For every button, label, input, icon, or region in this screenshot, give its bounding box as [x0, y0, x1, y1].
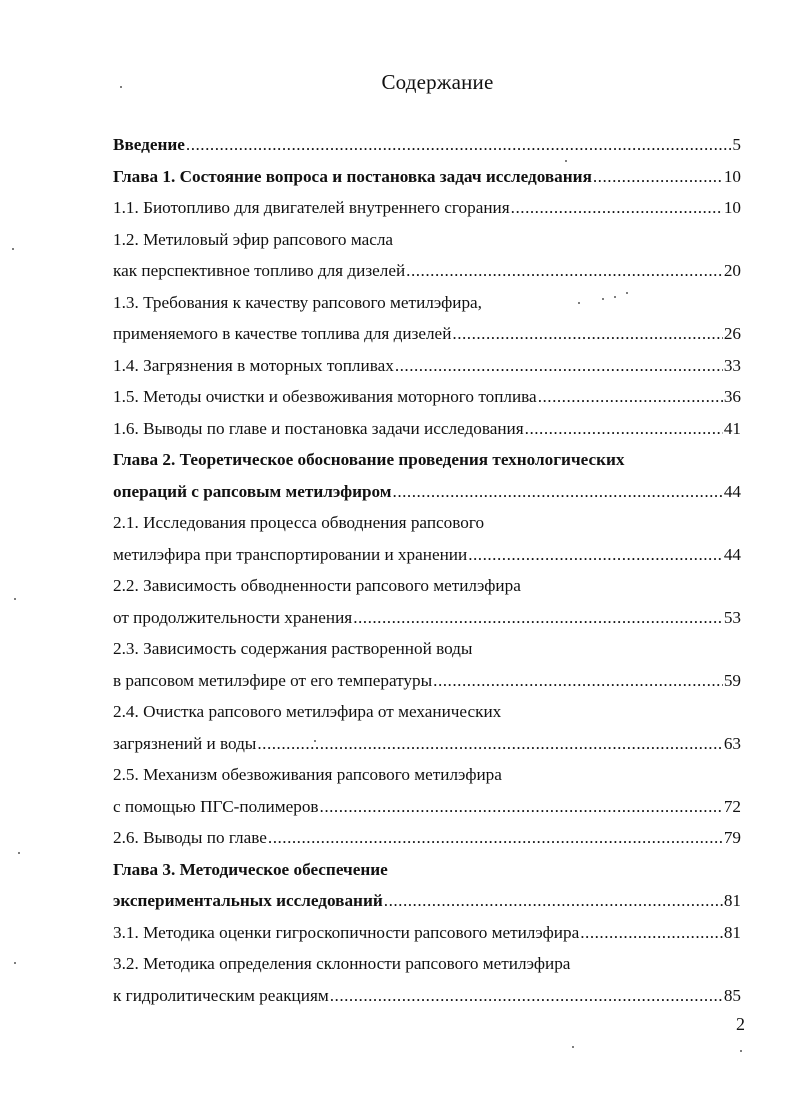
toc-entry — [113, 293, 741, 325]
toc-entry-page: 26 — [723, 324, 741, 343]
toc-entry-page: 10 — [723, 198, 741, 217]
toc-entry — [113, 828, 741, 860]
toc-entry-text: Глава 2. Теоретическое обоснование проведения технологических — [113, 450, 625, 469]
toc-leader-dots — [538, 387, 723, 407]
toc-entry-text: 2.5. Механизм обезвоживания рапсового метилэфира — [113, 765, 502, 784]
toc-entry — [113, 135, 741, 167]
scan-speck — [565, 160, 567, 162]
toc-leader-dots — [393, 482, 723, 502]
toc-entry-page: 81 — [723, 891, 741, 910]
toc-entry-page: 41 — [723, 418, 741, 438]
toc-entry — [113, 324, 741, 356]
scan-speck — [18, 852, 20, 854]
scan-speck — [578, 302, 580, 304]
toc-entry-text: 3.1. Методика оценки гигроскопичности рапсового метилэфира — [113, 922, 580, 942]
toc-entry — [113, 986, 741, 1018]
toc-entry — [113, 734, 741, 766]
toc-entry-page: 59 — [723, 670, 741, 690]
toc-entry-page: 85 — [723, 985, 741, 1005]
toc-entry — [113, 702, 741, 734]
toc-entry-page: 20 — [723, 261, 741, 280]
scan-speck — [626, 292, 628, 294]
scan-speck — [614, 296, 616, 298]
toc-entry-text: с помощью ПГС-полимеров — [113, 796, 319, 816]
toc-entry — [113, 387, 741, 419]
toc-entry-text: как перспективное топливо для дизелей — [113, 261, 406, 280]
toc-leader-dots — [268, 828, 723, 848]
toc-entry-page: 44 — [723, 544, 741, 564]
toc-entry-page: 81 — [723, 922, 741, 942]
toc-leader-dots — [452, 324, 722, 344]
toc-entry-page: 53 — [723, 607, 741, 627]
toc-leader-dots — [468, 545, 723, 565]
toc-entry — [113, 545, 741, 577]
page-title: Содержание — [381, 70, 494, 94]
toc-entry — [113, 261, 741, 293]
page-number: 2 — [736, 1014, 745, 1034]
toc-leader-dots — [511, 198, 723, 218]
scan-speck — [740, 1050, 742, 1052]
toc-entry-text: 3.2. Методика определения склонности рапсового метилэфира — [113, 954, 571, 973]
toc-entry — [113, 639, 741, 671]
toc-leader-dots — [384, 891, 723, 911]
toc-entry-page: 5 — [732, 135, 741, 154]
toc-entry-text: 2.2. Зависимость обводненности рапсового метилэфира — [113, 576, 521, 595]
toc-entry-text: от продолжительности хранения — [113, 607, 353, 627]
toc-entry-text: 2.1. Исследования процесса обводнения рапсового — [113, 513, 485, 532]
toc-entry — [113, 356, 741, 388]
toc-leader-dots — [580, 923, 723, 943]
toc-entry — [113, 419, 741, 451]
toc-entry-text: 1.1. Биотопливо для двигателей внутреннего сгорания — [113, 198, 510, 217]
toc-leader-dots — [433, 671, 723, 691]
toc-entry — [113, 167, 741, 199]
toc-entry-text: Глава 1. Состояние вопроса и постановка задач исследования — [113, 166, 592, 186]
toc-entry-text: Глава 3. Методическое обеспечение — [113, 859, 388, 879]
toc-leader-dots — [186, 135, 732, 155]
toc-entry-text: экспериментальных исследований — [113, 891, 383, 910]
toc-entry — [113, 230, 741, 262]
toc-entry-text: операций с рапсовым метилэфиром — [113, 481, 392, 501]
toc-leader-dots — [395, 356, 723, 376]
toc-entry-text: 2.6. Выводы по главе — [113, 828, 267, 847]
toc-entry — [113, 450, 741, 482]
toc-entry-page: 79 — [723, 828, 741, 847]
toc-leader-dots — [406, 261, 723, 281]
toc-entry-text: Введение — [113, 135, 185, 154]
toc-entry — [113, 923, 741, 955]
toc-leader-dots — [320, 797, 723, 817]
toc-entry-page: 72 — [723, 796, 741, 816]
toc-leader-dots — [525, 419, 723, 439]
toc-entry-page: 10 — [723, 166, 741, 186]
toc-leader-dots — [593, 167, 723, 187]
toc-entry-text: 2.3. Зависимость содержания растворенной воды — [113, 639, 473, 658]
toc-entry — [113, 198, 741, 230]
toc-entry-text: 1.4. Загрязнения в моторных топливах — [113, 355, 394, 375]
toc-entry-page: 63 — [723, 733, 741, 753]
toc-entry-page: 36 — [723, 387, 741, 406]
table-of-contents — [113, 135, 741, 1017]
toc-entry — [113, 482, 741, 514]
toc-entry — [113, 576, 741, 608]
toc-entry — [113, 891, 741, 923]
scan-speck — [14, 962, 16, 964]
toc-entry — [113, 513, 741, 545]
toc-entry-text: загрязнений и воды — [113, 733, 257, 753]
toc-leader-dots — [353, 608, 723, 628]
toc-entry — [113, 608, 741, 640]
toc-entry — [113, 797, 741, 829]
toc-entry-text: 1.5. Методы очистки и обезвоживания моторного топлива — [113, 387, 537, 406]
scan-speck — [14, 598, 16, 600]
scan-speck — [120, 86, 122, 88]
toc-entry — [113, 860, 741, 892]
toc-entry-text: 1.6. Выводы по главе и постановка задачи исследования — [113, 418, 524, 438]
toc-entry — [113, 765, 741, 797]
toc-entry-text: метилэфира при транспортировании и хранении — [113, 544, 468, 564]
toc-entry-text: 1.3. Требования к качеству рапсового метилэфира, — [113, 292, 482, 312]
toc-entry-text: к гидролитическим реакциям — [113, 985, 329, 1005]
toc-entry-page: 44 — [723, 481, 741, 501]
toc-entry-text: в рапсовом метилэфире от его температуры — [113, 670, 433, 690]
toc-entry-text: 1.2. Метиловый эфир рапсового масла — [113, 229, 394, 249]
scan-speck — [572, 1046, 574, 1048]
toc-entry-text: 2.4. Очистка рапсового метилэфира от механических — [113, 702, 502, 721]
toc-entry — [113, 671, 741, 703]
toc-leader-dots — [257, 734, 722, 754]
toc-entry — [113, 954, 741, 986]
scan-speck — [314, 740, 316, 742]
toc-entry-text: применяемого в качестве топлива для дизелей — [113, 324, 452, 343]
scan-speck — [602, 298, 604, 300]
scan-speck — [12, 248, 14, 250]
toc-leader-dots — [330, 986, 723, 1006]
toc-entry-page: 33 — [723, 355, 741, 375]
